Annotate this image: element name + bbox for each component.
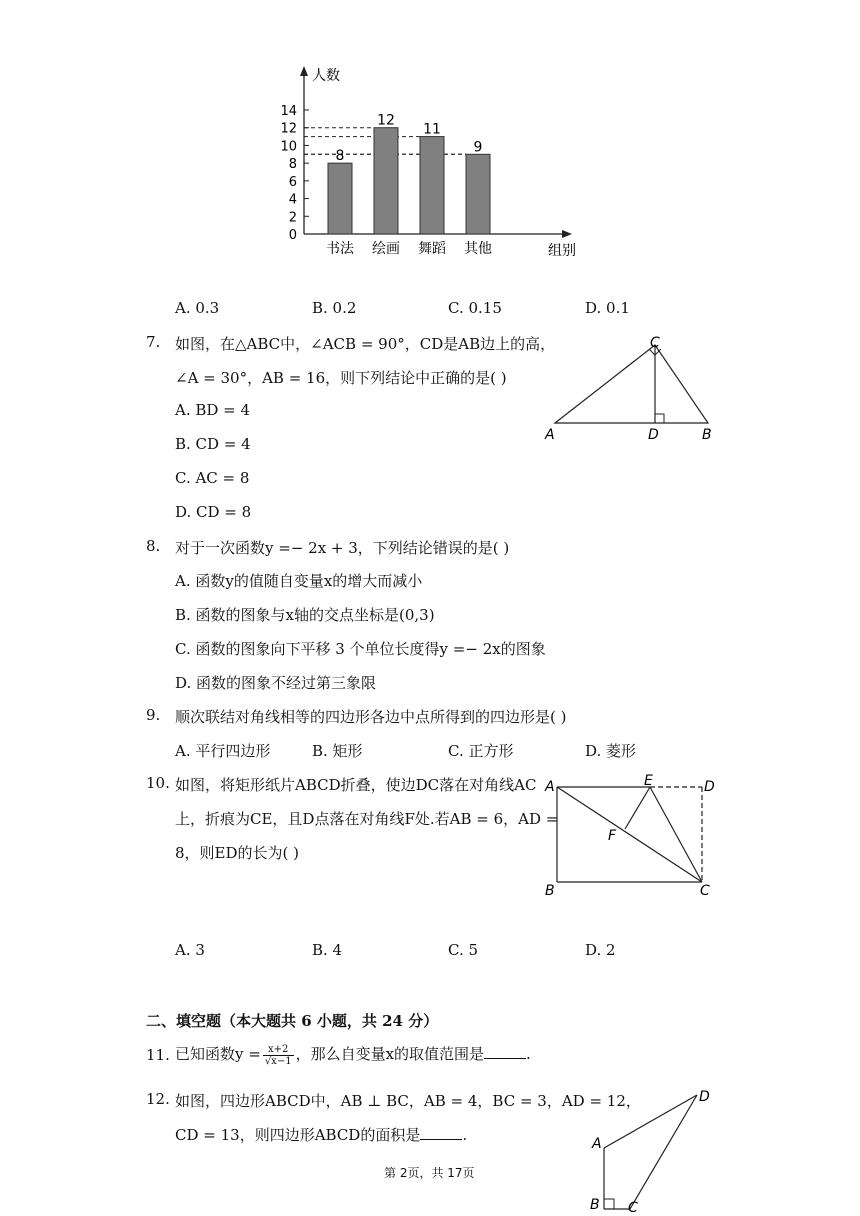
q12-answer-blank[interactable] (420, 1125, 462, 1140)
q7-label-c: C (650, 335, 660, 351)
q12-text-end: . (462, 1126, 468, 1144)
bar (374, 128, 398, 234)
q10-label-e: E (644, 773, 653, 789)
q7-number: 7. (146, 333, 161, 351)
q8-option-b[interactable]: B. 函数的图象与x轴的交点坐标是(0,3) (175, 606, 435, 624)
q8-stem: 对于一次函数y =− 2x + 3，下列结论错误的是( ) (175, 539, 510, 557)
q7-stem-line1: 如图，在△ABC中，∠ACB = 90°，CD是AB边上的高， (175, 335, 556, 353)
q8-number: 8. (146, 537, 161, 555)
q10-option-d[interactable]: D. 2 (585, 941, 616, 959)
y-tick-label: 8 (288, 157, 297, 173)
q12-label-d: D (699, 1089, 710, 1105)
q8-option-c[interactable]: C. 函数的图象向下平移 3 个单位长度得y =− 2x的图象 (175, 640, 546, 658)
q11-frac-den: √x−1 (264, 1055, 292, 1067)
q11-stem (175, 1040, 531, 1068)
q9-number: 9. (146, 706, 161, 724)
q7-option-a[interactable]: A. BD = 4 (175, 401, 251, 419)
q7-triangle-figure (540, 332, 725, 447)
q9-option-a[interactable]: A. 平行四边形 (175, 742, 271, 760)
q11-fraction (263, 1044, 294, 1067)
q9-option-b[interactable]: B. 矩形 (312, 742, 363, 760)
q6-option-c[interactable]: C. 0.15 (448, 299, 502, 317)
page-footer: 第 2页，共 17页 (384, 1166, 475, 1180)
q6-option-b[interactable]: B. 0.2 (312, 299, 357, 317)
bar (420, 137, 444, 234)
q10-option-c[interactable]: C. 5 (448, 941, 479, 959)
q12-stem-line2 (175, 1124, 467, 1145)
y-tick-label: 10 (280, 139, 297, 155)
q10-label-c: C (700, 883, 710, 897)
q7-option-b[interactable]: B. CD = 4 (175, 435, 251, 453)
q12-label-a: A (592, 1136, 602, 1152)
y-tick-label: 2 (288, 210, 297, 226)
q9-stem: 顺次联结对角线相等的四边形各边中点所得到的四边形是( ) (175, 708, 567, 726)
q6-option-d[interactable]: D. 0.1 (585, 299, 630, 317)
q10-stem-line2: 上，折痕为CE，且D点落在对角线F处.若AB = 6，AD = (175, 810, 559, 828)
q7-option-c[interactable]: C. AC = 8 (175, 469, 250, 487)
q12-label-c: C (628, 1200, 638, 1216)
q12-text-before: CD = 13，则四边形ABCD的面积是 (175, 1126, 421, 1144)
x-axis-label: 组别 (548, 243, 576, 259)
q11-text-after: ，那么自变量x的取值范围是 (295, 1045, 485, 1063)
y-tick-label: 12 (280, 121, 297, 137)
bar (466, 154, 490, 234)
y-tick-label: 14 (280, 104, 297, 119)
q11-answer-blank[interactable] (484, 1044, 526, 1059)
q7-label-a: A (545, 427, 555, 443)
category-label: 舞蹈 (418, 241, 446, 257)
q10-stem-line1: 如图，将矩形纸片ABCD折叠，使边DC落在对角线AC (175, 776, 537, 794)
bar-value-label: 8 (335, 148, 345, 165)
q7-option-d[interactable]: D. CD = 8 (175, 503, 252, 521)
q7-label-b: B (702, 427, 712, 443)
y-tick-label: 0 (288, 228, 297, 243)
q12-label-b: B (590, 1197, 600, 1213)
bar (328, 163, 352, 234)
bar-value-label: 9 (473, 139, 483, 156)
category-label: 绘画 (372, 241, 400, 257)
q10-label-a: A (545, 779, 555, 795)
y-tick-label: 6 (288, 174, 297, 190)
category-label: 书法 (326, 241, 354, 257)
q12-quadrilateral-figure (580, 1085, 720, 1216)
q11-text-end: . (526, 1045, 531, 1063)
q11-number: 11. (146, 1046, 170, 1064)
q11-frac-num: x+2 (263, 1044, 294, 1056)
x-axis-arrow (562, 230, 572, 238)
y-axis-label: 人数 (312, 68, 340, 84)
q12-number: 12. (146, 1090, 170, 1108)
q6-option-a[interactable]: A. 0.3 (175, 299, 220, 317)
q10-option-b[interactable]: B. 4 (312, 941, 343, 959)
section-2-title: 二、填空题（本大题共 6 小题，共 24 分） (146, 1012, 439, 1030)
q8-option-d[interactable]: D. 函数的图象不经过第三象限 (175, 674, 377, 692)
q10-option-a[interactable]: A. 3 (175, 941, 205, 959)
q11-text-before: 已知函数y = (175, 1045, 261, 1063)
bar-chart (270, 58, 590, 268)
q9-option-c[interactable]: C. 正方形 (448, 742, 514, 760)
category-label: 其他 (464, 241, 492, 257)
y-axis-arrow (300, 66, 308, 76)
q10-label-b: B (545, 883, 555, 897)
q10-number: 10. (146, 774, 170, 792)
q10-label-f: F (608, 828, 617, 844)
q7-stem-line2: ∠A = 30°，AB = 16，则下列结论中正确的是( ) (175, 369, 507, 387)
q10-stem-line3: 8，则ED的长为( ) (175, 844, 299, 862)
q10-label-d: D (704, 779, 715, 795)
y-tick-label: 4 (288, 192, 297, 208)
bar-value-label: 11 (423, 121, 441, 138)
q10-rectangle-figure (540, 772, 725, 897)
q12-stem-line1: 如图，四边形ABCD中，AB ⊥ BC，AB = 4，BC = 3，AD = 12， (175, 1092, 641, 1110)
q7-label-d: D (648, 427, 659, 443)
q9-option-d[interactable]: D. 菱形 (585, 742, 637, 760)
bar-value-label: 12 (377, 112, 395, 129)
q8-option-a[interactable]: A. 函数y的值随自变量x的增大而减小 (175, 572, 423, 590)
